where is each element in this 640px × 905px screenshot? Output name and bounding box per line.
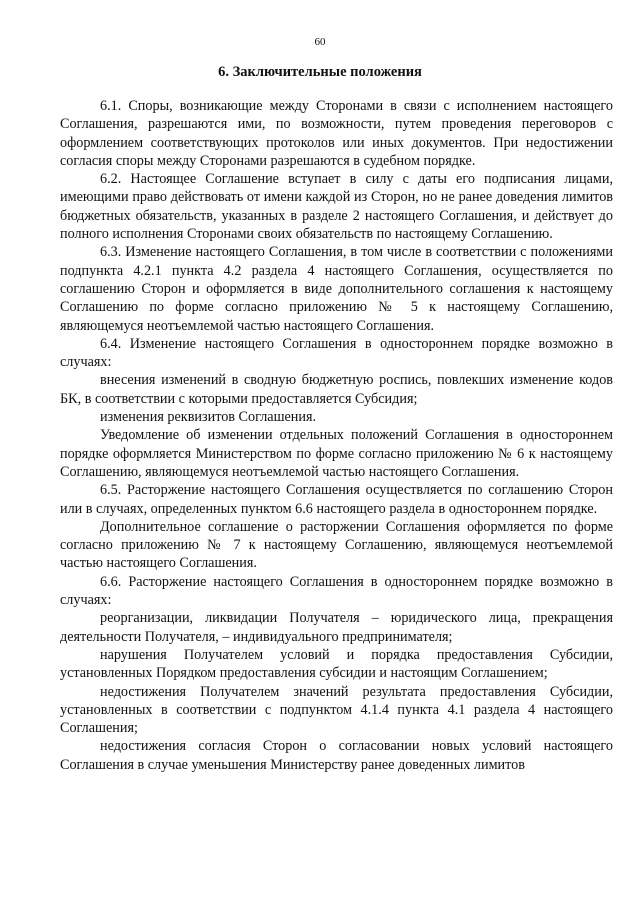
paragraph-6-1: 6.1. Споры, возникающие между Сторонами в связи с исполнением настоящего Соглашения, разрешаются ими, по возможности, путем проведения переговоров с оформлением соответствующих протоколов или иных документов. При недостижении согласия споры между Сторонами разрешаются в судебном порядке. [60,98,613,169]
paragraph-6-6-case-2: нарушения Получателем условий и порядка предоставления Субсидии, установленных Порядком предоставления субсидии и настоящим Соглашением; [60,646,613,682]
paragraph-6-6-case-3: недостижения Получателем значений результата предоставления Субсидии, установленных в соответствии с подпунктом 4.1.4 пункта 4.1 раздела 4 настоящего Соглашения; [60,683,613,737]
paragraph-6-5: 6.5. Расторжение настоящего Соглашения осуществляется по соглашению Сторон или в случаях, определенных пунктом 6.6 настоящего раздела в одностороннем порядке. [60,482,613,517]
paragraph-6-4: 6.4. Изменение настоящего Соглашения в одностороннем порядке возможно в случаях: [60,335,613,371]
page-number: 60 [314,36,326,48]
paragraph-6-6-case-1: реорганизации, ликвидации Получателя – юридического лица, прекращения деятельности Получателя, – индивидуального предпринимателя; [60,610,613,645]
paragraph-termination-agreement: Дополнительное соглашение о расторжении Соглашения оформляется по форме согласно приложению № 7 к настоящему Соглашению, являющемуся неотъемлемой частью настоящего Соглашения. [60,518,613,572]
paragraph-6-4-case-1: внесения изменений в сводную бюджетную роспись, повлекших изменение кодов БК, в соответствии с которыми предоставляется Субсидия; [60,372,613,407]
paragraph-6-6: 6.6. Расторжение настоящего Соглашения в одностороннем порядке возможно в случаях: [60,573,613,609]
paragraph-notice: Уведомление об изменении отдельных положений Соглашения в одностороннем порядке оформляется Министерством по форме согласно приложению № 6 к настоящему Соглашению, являющемуся неотъемлемой частью настоящего Соглашения. [60,427,613,480]
paragraph-6-2: 6.2. Настоящее Соглашение вступает в силу с даты его подписания лицами, имеющими право действовать от имени каждой из Сторон, но не ранее доведения лимитов бюджетных обязательств, указанных в разделе 2 настоящего Соглашения, и действует до полного исполнения Сторонами своих обязательств по настоящему Соглашению. [60,171,613,243]
document-body [60,97,613,774]
section-title: 6. Заключительные положения [218,64,422,80]
paragraph-6-6-case-4: недостижения согласия Сторон о согласовании новых условий настоящего Соглашения в случае уменьшения Министерству ранее доведенных лимитов [60,738,613,773]
paragraph-6-3: 6.3. Изменение настоящего Соглашения, в том числе в соответствии с положениями подпункта 4.2.1 пункта 4.2 раздела 4 настоящего Соглашения, осуществляется по соглашению Сторон и оформляется в виде дополнительного соглашения к настоящему Соглашению по форме согласно приложению № 5 к настоящему Соглашению, являющемуся неотъемлемой частью настоящего Соглашения. [60,244,613,334]
paragraph-6-4-case-2: изменения реквизитов Соглашения. [100,409,317,426]
